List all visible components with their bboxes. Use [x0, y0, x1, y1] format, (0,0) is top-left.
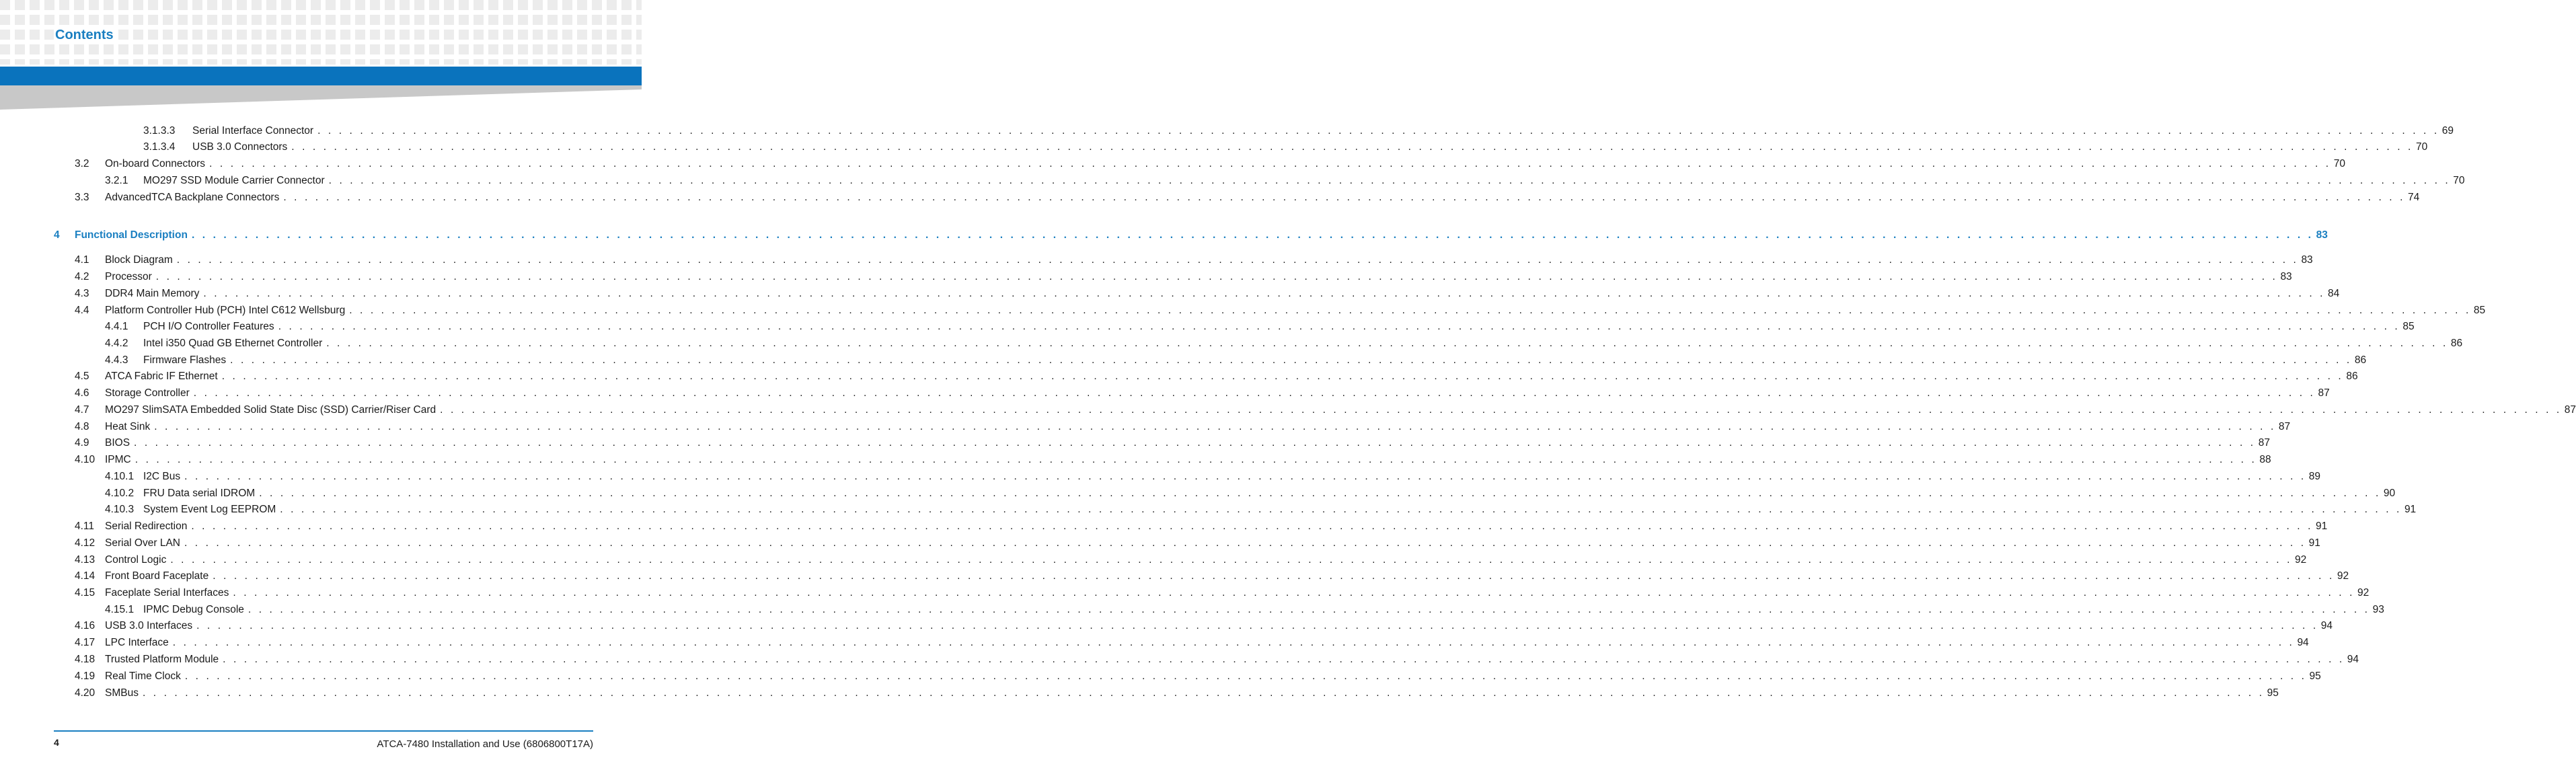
toc-dot-leader: . . . . . . . . . . . . . . . . . . . . . . . . . . . . . . . . . . . . . . . . . . . . . . . . . . . . . . . . . . . . . . . . . . . . . . . . . . . . . . . . . . . . . . . . . . . . . . . . . . . . . . . . . . . . . . . . . . . . . . . . . . . . . . . . . . . . . . . . . . . . . . . . . . . . . . . . . . . . . . . . . . . . . . . . . . . . . . . . . . . . . . . . . . . . . . . . . . . . . . . .: [155, 271, 2278, 282]
toc-entry[interactable]: [0, 586, 2370, 600]
toc-entry-title: Front Board Faceplate: [105, 570, 209, 582]
toc-entry[interactable]: [0, 487, 2396, 500]
toc-entry-page: 74: [2408, 192, 2420, 203]
toc-entry-title: Serial Interface Connector: [192, 125, 314, 137]
toc-entry-title: AdvancedTCA Backplane Connectors: [105, 192, 280, 203]
toc-entry-title: MO297 SSD Module Carrier Connector: [143, 175, 325, 186]
toc-entry-page: 85: [2473, 305, 2486, 316]
footer-rule: [54, 730, 593, 732]
toc-entry[interactable]: [0, 254, 2313, 267]
toc-entry[interactable]: [0, 270, 2292, 284]
toc-dot-leader: . . . . . . . . . . . . . . . . . . . . . . . . . . . . . . . . . . . . . . . . . . . . . . . . . . . . . . . . . . . . . . . . . . . . . . . . . . . . . . . . . . . . . . . . . . . . . . . . . . . . . . . . . . . . . . . . . . . . . . . . . . . . . . . . . . . . . . . . . . . . . . . . . . . . . . . . . . . . . . . . . . . . . . . . . . . . . . . . . . . . . . . . . . . . . . . . . . . . . . . .: [283, 192, 2406, 203]
toc-entry-title: On-board Connectors: [105, 158, 206, 169]
toc-entry-title: Faceplate Serial Interfaces: [105, 587, 229, 599]
toc-dot-leader: . . . . . . . . . . . . . . . . . . . . . . . . . . . . . . . . . . . . . . . . . . . . . . . . . . . . . . . . . . . . . . . . . . . . . . . . . . . . . . . . . . . . . . . . . . . . . . . . . . . . . . . . . . . . . . . . . . . . . . . . . . . . . . . . . . . . . . . . . . . . . . . . . . . . . . . . . . . . . . . . . . . . . . . . . . . . . . . . . . . . . . . . . . . . . . . . . . . . . . . .: [203, 288, 2326, 299]
toc-entry-number: 4.17: [75, 637, 96, 648]
toc-dot-leader: . . . . . . . . . . . . . . . . . . . . . . . . . . . . . . . . . . . . . . . . . . . . . . . . . . . . . . . . . . . . . . . . . . . . . . . . . . . . . . . . . . . . . . . . . . . . . . . . . . . . . . . . . . . . . . . . . . . . . . . . . . . . . . . . . . . . . . . . . . . . . . . . . . . . . . . . . . . . . . . . . . . . . . . . . . . . . . . . . . . . . . . . . . . . . . . . . . . . . . . .: [191, 521, 2313, 532]
toc-dot-leader: . . . . . . . . . . . . . . . . . . . . . . . . . . . . . . . . . . . . . . . . . . . . . . . . . . . . . . . . . . . . . . . . . . . . . . . . . . . . . . . . . . . . . . . . . . . . . . . . . . . . . . . . . . . . . . . . . . . . . . . . . . . . . . . . . . . . . . . . . . . . . . . . . . . . . . . . . . . . . . . . . . . . . . . . . . . . . . . . . . . . . . . . . . . . . . . . . . . . . . . .: [134, 437, 2256, 449]
toc-entry[interactable]: [0, 370, 2358, 383]
page-title: Contents: [55, 28, 114, 42]
toc-dot-leader: . . . . . . . . . . . . . . . . . . . . . . . . . . . . . . . . . . . . . . . . . . . . . . . . . . . . . . . . . . . . . . . . . . . . . . . . . . . . . . . . . . . . . . . . . . . . . . . . . . . . . . . . . . . . . . . . . . . . . . . . . . . . . . . . . . . . . . . . . . . . . . . . . . . . . . . . . . . . . . . . . . . . . . . . . . . . . . . . . . . . . . . . . . . . . . . . . . . . . . . .: [223, 654, 2345, 665]
toc-entry-number: 4.14: [75, 570, 96, 582]
toc-entry-number: 4.13: [75, 554, 96, 566]
toc-dot-leader: . . . . . . . . . . . . . . . . . . . . . . . . . . . . . . . . . . . . . . . . . . . . . . . . . . . . . . . . . . . . . . . . . . . . . . . . . . . . . . . . . . . . . . . . . . . . . . . . . . . . . . . . . . . . . . . . . . . . . . . . . . . . . . . . . . . . . . . . . . . . . . . . . . . . . . . . . . . . . . . . . . . . . . . . . . . . . . . . . . . . . . . . . . . . . . . . . . . . . . . .: [176, 254, 2299, 266]
toc-entry-number: 4.12: [75, 537, 96, 549]
toc-entry-title: I2C Bus: [143, 471, 181, 482]
toc-entry-title: Firmware Flashes: [143, 354, 227, 366]
toc-dot-leader: . . . . . . . . . . . . . . . . . . . . . . . . . . . . . . . . . . . . . . . . . . . . . . . . . . . . . . . . . . . . . . . . . . . . . . . . . . . . . . . . . . . . . . . . . . . . . . . . . . . . . . . . . . . . . . . . . . . . . . . . . . . . . . . . . . . . . . . . . . . . . . . . . . . . . . . . . . . . . . . . . . . . . . . . . . . . . . . . . . . . . . . . . . . . . . . . . . . . . . . .: [184, 471, 2306, 482]
toc-entry-number: 4.4: [75, 305, 89, 316]
toc-entry-number: 4.18: [75, 654, 96, 665]
toc-entry-title: USB 3.0 Connectors: [192, 141, 288, 153]
toc-entry-title: Functional Description: [75, 229, 188, 241]
toc-entry-page: 91: [2308, 537, 2320, 549]
toc-entry[interactable]: [0, 653, 2359, 666]
toc-entry[interactable]: [0, 191, 2420, 204]
toc-entry-number: 4.20: [75, 687, 96, 699]
toc-entry-page: 91: [2316, 521, 2328, 532]
toc-dot-leader: . . . . . . . . . . . . . . . . . . . . . . . . . . . . . . . . . . . . . . . . . . . . . . . . . . . . . . . . . . . . . . . . . . . . . . . . . . . . . . . . . . . . . . . . . . . . . . . . . . . . . . . . . . . . . . . . . . . . . . . . . . . . . . . . . . . . . . . . . . . . . . . . . . . . . . . . . . . . . . . . . . . . . . . . . . . . . . . . . . . . . . . . . . . . . . . . . . . . . . . .: [230, 354, 2352, 366]
toc-entry-number: 4.11: [75, 521, 95, 532]
toc-entry-number: 4.2: [75, 271, 89, 282]
toc-entry[interactable]: [0, 141, 2428, 154]
toc-dot-leader: . . . . . . . . . . . . . . . . . . . . . . . . . . . . . . . . . . . . . . . . . . . . . . . . . . . . . . . . . . . . . . . . . . . . . . . . . . . . . . . . . . . . . . . . . . . . . . . . . . . . . . . . . . . . . . . . . . . . . . . . . . . . . . . . . . . . . . . . . . . . . . . . . . . . . . . . . . . . . . . . . . . . . . . . . . . . . . . . . . . . . . . . . . . . . . . . . . . . . . . .: [326, 338, 2448, 349]
toc-entry-number: 4.10.3: [105, 504, 135, 515]
toc-entry-page: 94: [2347, 654, 2359, 665]
toc-entry[interactable]: [0, 174, 2465, 188]
toc-entry-page: 90: [2383, 488, 2396, 499]
toc-entry-number: 4.10.1: [105, 471, 135, 482]
toc-dot-leader: . . . . . . . . . . . . . . . . . . . . . . . . . . . . . . . . . . . . . . . . . . . . . . . . . . . . . . . . . . . . . . . . . . . . . . . . . . . . . . . . . . . . . . . . . . . . . . . . . . . . . . . . . . . . . . . . . . . . . . . . . . . . . . . . . . . . . . . . . . . . . . . . . . . . . . . . . . . . . . . . . . . . . . . . . . . . . . . . . . . . . . . . . . . . . . . . . . . . . . . .: [221, 371, 2344, 382]
toc-entry-page: 94: [2320, 620, 2333, 631]
toc-entry-title: Block Diagram: [105, 254, 173, 266]
toc-entry-page: 95: [2309, 670, 2321, 682]
toc-entry-number: 4.1: [75, 254, 89, 266]
toc-entry-title: Control Logic: [105, 554, 167, 566]
toc-entry[interactable]: [0, 304, 2486, 317]
toc-entry-number: 4.6: [75, 387, 89, 399]
toc-entry-number: 4: [54, 229, 60, 241]
toc-dot-leader: . . . . . . . . . . . . . . . . . . . . . . . . . . . . . . . . . . . . . . . . . . . . . . . . . . . . . . . . . . . . . . . . . . . . . . . . . . . . . . . . . . . . . . . . . . . . . . . . . . . . . . . . . . . . . . . . . . . . . . . . . . . . . . . . . . . . . . . . . . . . . . . . . . . . . . . . . . . . . . . . . . . . . . . . . . . . . . . . . . . . . . . . . . . . . . . . . . . . . . . .: [278, 321, 2400, 332]
toc-entry[interactable]: [0, 337, 2463, 350]
toc-entry-page: 69: [2441, 125, 2454, 137]
toc-entry[interactable]: [0, 320, 2415, 334]
footer-document-title: ATCA-7480 Installation and Use (6806800T17A): [377, 738, 593, 750]
toc-entry[interactable]: [0, 420, 2291, 434]
toc-entry-title: MO297 SlimSATA Embedded Solid State Disc (SSD) Carrier/Riser Card: [105, 404, 437, 416]
toc-entry[interactable]: [0, 470, 2321, 484]
toc-entry-number: 4.10.2: [105, 488, 135, 499]
toc-entry-number: 4.9: [75, 437, 89, 449]
toc-entry-title: System Event Log EEPROM: [143, 504, 276, 515]
toc-entry-title: Heat Sink: [105, 421, 151, 432]
toc-dot-leader: . . . . . . . . . . . . . . . . . . . . . . . . . . . . . . . . . . . . . . . . . . . . . . . . . . . . . . . . . . . . . . . . . . . . . . . . . . . . . . . . . . . . . . . . . . . . . . . . . . . . . . . . . . . . . . . . . . . . . . . . . . . . . . . . . . . . . . . . . . . . . . . . . . . . . . . . . . . . . . . . . . . . . . . . . . . . . . . . . . . . . . . . . . . . . . . . . . . . . . . .: [213, 570, 2335, 582]
toc-entry-number: 4.4.2: [105, 338, 128, 349]
toc-entry-title: Processor: [105, 271, 152, 282]
toc-chapter-entry[interactable]: [0, 229, 2328, 242]
toc-entry[interactable]: [0, 636, 2309, 650]
toc-entry-page: 93: [2372, 604, 2384, 615]
toc-entry[interactable]: [0, 124, 2454, 138]
toc-dot-leader: . . . . . . . . . . . . . . . . . . . . . . . . . . . . . . . . . . . . . . . . . . . . . . . . . . . . . . . . . . . . . . . . . . . . . . . . . . . . . . . . . . . . . . . . . . . . . . . . . . . . . . . . . . . . . . . . . . . . . . . . . . . . . . . . . . . . . . . . . . . . . . . . . . . . . . . . . . . . . . . . . . . . . . . . . . . . . . . . . . . . . . . . . . . . . . . . . . . . . . . .: [184, 537, 2306, 549]
toc-entry-number: 4.15.1: [105, 604, 135, 615]
toc-entry-page: 86: [2354, 354, 2367, 366]
toc-entry-page: 91: [2404, 504, 2417, 515]
toc-entry-page: 88: [2259, 454, 2271, 465]
toc-entry-page: 89: [2308, 471, 2321, 482]
toc-entry-number: 3.2: [75, 158, 89, 169]
toc-entry-page: 87: [2258, 437, 2270, 449]
toc-entry-title: FRU Data serial IDROM: [143, 488, 256, 499]
toc-entry-page: 84: [2328, 288, 2340, 299]
toc-entry[interactable]: [0, 354, 2367, 367]
toc-entry[interactable]: [0, 453, 2271, 467]
toc-entry[interactable]: [0, 537, 2320, 550]
toc-entry-title: LPC Interface: [105, 637, 169, 648]
toc-entry-title: IPMC: [105, 454, 131, 465]
toc-dot-leader: . . . . . . . . . . . . . . . . . . . . . . . . . . . . . . . . . . . . . . . . . . . . . . . . . . . . . . . . . . . . . . . . . . . . . . . . . . . . . . . . . . . . . . . . . . . . . . . . . . . . . . . . . . . . . . . . . . . . . . . . . . . . . . . . . . . . . . . . . . . . . . . . . . . . . . . . . . . . . . . . . . . . . . . . . . . . . . . . . . . . . . . . . . . . . . . . . . . . . . . .: [248, 604, 2370, 615]
toc-dot-leader: . . . . . . . . . . . . . . . . . . . . . . . . . . . . . . . . . . . . . . . . . . . . . . . . . . . . . . . . . . . . . . . . . . . . . . . . . . . . . . . . . . . . . . . . . . . . . . . . . . . . . . . . . . . . . . . . . . . . . . . . . . . . . . . . . . . . . . . . . . . . . . . . . . . . . . . . . . . . . . . . . . . . . . . . . . . . . . . . . . . . . . . . . . . . . . . . . . . . . . . .: [196, 620, 2318, 631]
toc-dot-leader: . . . . . . . . . . . . . . . . . . . . . . . . . . . . . . . . . . . . . . . . . . . . . . . . . . . . . . . . . . . . . . . . . . . . . . . . . . . . . . . . . . . . . . . . . . . . . . . . . . . . . . . . . . . . . . . . . . . . . . . . . . . . . . . . . . . . . . . . . . . . . . . . . . . . . . . . . . . . . . . . . . . . . . . . . . . . . . . . . . . . . . . . . . . . . . . . . . . . . . . .: [317, 125, 2439, 137]
toc-entry-page: 83: [2280, 271, 2292, 282]
toc-dot-leader: . . . . . . . . . . . . . . . . . . . . . . . . . . . . . . . . . . . . . . . . . . . . . . . . . . . . . . . . . . . . . . . . . . . . . . . . . . . . . . . . . . . . . . . . . . . . . . . . . . . . . . . . . . . . . . . . . . . . . . . . . . . . . . . . . . . . . . . . . . . . . . . . . . . . . . . . . . . . . . . . . . . . . . . . . . . . . . . . . . . . . . . . . . . . . . . . . . . . . . . .: [280, 504, 2402, 515]
toc-entry-page: 95: [2267, 687, 2279, 699]
toc-entry-page: 87: [2318, 387, 2330, 399]
toc-entry-title: Platform Controller Hub (PCH) Intel C612 Wellsburg: [105, 305, 346, 316]
toc-entry-page: 70: [2453, 175, 2465, 186]
toc-entry-number: 4.19: [75, 670, 96, 682]
toc-entry[interactable]: [0, 520, 2328, 533]
toc-entry-number: 4.16: [75, 620, 96, 631]
toc-entry-title: USB 3.0 Interfaces: [105, 620, 193, 631]
footer-page-number: 4: [54, 737, 59, 748]
toc-entry-number: 4.5: [75, 371, 89, 382]
toc-dot-leader: . . . . . . . . . . . . . . . . . . . . . . . . . . . . . . . . . . . . . . . . . . . . . . . . . . . . . . . . . . . . . . . . . . . . . . . . . . . . . . . . . . . . . . . . . . . . . . . . . . . . . . . . . . . . . . . . . . . . . . . . . . . . . . . . . . . . . . . . . . . . . . . . . . . . . . . . . . . . . . . . . . . . . . . . . . . . . . . . . . . . . . . . . . . . . . . . . . . . . . . .: [233, 587, 2355, 599]
toc-entry-number: 3.1.3.4: [143, 141, 176, 153]
toc-dot-leader: . . . . . . . . . . . . . . . . . . . . . . . . . . . . . . . . . . . . . . . . . . . . . . . . . . . . . . . . . . . . . . . . . . . . . . . . . . . . . . . . . . . . . . . . . . . . . . . . . . . . . . . . . . . . . . . . . . . . . . . . . . . . . . . . . . . . . . . . . . . . . . . . . . . . . . . . . . . . . . . . . . . . . . . . . . . . . . . . . . . . . . . . . . . . . . . . . . . . . . . .: [142, 687, 2265, 699]
toc-entry[interactable]: [0, 603, 2384, 617]
toc-entry-number: 4.15: [75, 587, 96, 599]
toc-entry-number: 3.2.1: [105, 175, 128, 186]
header-swoosh: [0, 85, 642, 110]
toc-entry-number: 4.4.3: [105, 354, 128, 366]
toc-entry-title: PCH I/O Controller Features: [143, 321, 274, 332]
toc-dot-leader: . . . . . . . . . . . . . . . . . . . . . . . . . . . . . . . . . . . . . . . . . . . . . . . . . . . . . . . . . . . . . . . . . . . . . . . . . . . . . . . . . . . . . . . . . . . . . . . . . . . . . . . . . . . . . . . . . . . . . . . . . . . . . . . . . . . . . . . . . . . . . . . . . . . . . . . . . . . . . . . . . . . . . . . . . . . . . . . . . . . . . . . . . . . . . . . . . . . . . . . .: [259, 488, 2381, 499]
toc-entry-page: 83: [2316, 229, 2328, 241]
toc-entry-page: 94: [2297, 637, 2309, 648]
toc-entry[interactable]: [0, 403, 2576, 417]
toc-entry-title: SMBus: [105, 687, 139, 699]
toc-entry[interactable]: [0, 503, 2417, 516]
toc-entry-page: 83: [2301, 254, 2313, 266]
toc-entry-number: 4.4.1: [105, 321, 128, 332]
toc-entry-page: 92: [2337, 570, 2349, 582]
toc-entry[interactable]: [0, 553, 2307, 567]
toc-entry-title: Serial Redirection: [105, 521, 188, 532]
toc-entry[interactable]: [0, 287, 2340, 301]
toc-dot-leader: . . . . . . . . . . . . . . . . . . . . . . . . . . . . . . . . . . . . . . . . . . . . . . . . . . . . . . . . . . . . . . . . . . . . . . . . . . . . . . . . . . . . . . . . . . . . . . . . . . . . . . . . . . . . . . . . . . . . . . . . . . . . . . . . . . . . . . . . . . . . . . . . . . . . . . . . . . . . . . . . . . . . . . . . . . . . . . . . . . . . . . . . . . . . . . . . . . . . . . . .: [349, 305, 2471, 316]
toc-entry-number: 4.7: [75, 404, 89, 416]
toc-entry-page: 70: [2415, 141, 2428, 153]
toc-dot-leader: . . . . . . . . . . . . . . . . . . . . . . . . . . . . . . . . . . . . . . . . . . . . . . . . . . . . . . . . . . . . . . . . . . . . . . . . . . . . . . . . . . . . . . . . . . . . . . . . . . . . . . . . . . . . . . . . . . . . . . . . . . . . . . . . . . . . . . . . . . . . . . . . . . . . . . . . . . . . . . . . . . . . . . . . . . . . . . . . . . . . . . . . . . . . . . . . . . . . . . . .: [184, 670, 2307, 682]
toc-entry-page: 70: [2333, 158, 2345, 169]
toc-dot-leader: . . . . . . . . . . . . . . . . . . . . . . . . . . . . . . . . . . . . . . . . . . . . . . . . . . . . . . . . . . . . . . . . . . . . . . . . . . . . . . . . . . . . . . . . . . . . . . . . . . . . . . . . . . . . . . . . . . . . . . . . . . . . . . . . . . . . . . . . . . . . . . . . . . . . . . . . . . . . . . . . . . . . . . . . . . . . . . . . . . . . . . . . . . . . . . . . . . . . . . . .: [172, 637, 2295, 648]
toc-entry-number: 4.8: [75, 421, 89, 432]
toc-entry-page: 87: [2278, 421, 2291, 432]
toc-dot-leader: . . . . . . . . . . . . . . . . . . . . . . . . . . . . . . . . . . . . . . . . . . . . . . . . . . . . . . . . . . . . . . . . . . . . . . . . . . . . . . . . . . . . . . . . . . . . . . . . . . . . . . . . . . . . . . . . . . . . . . . . . . . . . . . . . . . . . . . . . . . . . . . . . . . . . . . . . . . . . . . . . . . . . . . . . . . . . . . . . . . . . . . . . . . . . . . . . . . . . . . .: [291, 141, 2413, 153]
toc-entry[interactable]: [0, 570, 2349, 583]
toc-entry-page: 87: [2564, 404, 2576, 416]
toc-entry-page: 92: [2357, 587, 2370, 599]
toc-dot-leader: . . . . . . . . . . . . . . . . . . . . . . . . . . . . . . . . . . . . . . . . . . . . . . . . . . . . . . . . . . . . . . . . . . . . . . . . . . . . . . . . . . . . . . . . . . . . . . . . . . . . . . . . . . . . . . . . . . . . . . . . . . . . . . . . . . . . . . . . . . . . . . . . . . . . . . . . . . . . . . . . . . . . . . . . . . . . . . . . . . . . . . . . . . . . . . . . . . . . . . . .: [328, 175, 2451, 186]
toc-dot-leader: . . . . . . . . . . . . . . . . . . . . . . . . . . . . . . . . . . . . . . . . . . . . . . . . . . . . . . . . . . . . . . . . . . . . . . . . . . . . . . . . . . . . . . . . . . . . . . . . . . . . . . . . . . . . . . . . . . . . . . . . . . . . . . . . . . . . . . . . . . . . . . . . . . . . . . . . . . . . . . . . . . . . . . . . . . . . . . . . . . . . . . . . . . . . . . . . . . . . . . . .: [135, 454, 2257, 465]
toc-entry-number: 4.10: [75, 454, 96, 465]
toc-entry-title: Trusted Platform Module: [105, 654, 219, 665]
toc-dot-leader: . . . . . . . . . . . . . . . . . . . . . . . . . . . . . . . . . . . . . . . . . . . . . . . . . . . . . . . . . . . . . . . . . . . . . . . . . . . . . . . . . . . . . . . . . . . . . . . . . . . . . . . . . . . . . . . . . . . . . . . . . . . . . . . . . . . . . . . . . . . . . . . . . . . . . . . . . . . . . . . . . . . . . . . . . . . . . . . . . . . . . . . . . . . . . . . . . . . . . . . .: [209, 158, 2331, 169]
toc-entry-title: Storage Controller: [105, 387, 190, 399]
toc-dot-leader: . . . . . . . . . . . . . . . . . . . . . . . . . . . . . . . . . . . . . . . . . . . . . . . . . . . . . . . . . . . . . . . . . . . . . . . . . . . . . . . . . . . . . . . . . . . . . . . . . . . . . . . . . . . . . . . . . . . . . . . . . . . . . . . . . . . . . . . . . . . . . . . . . . . . . . . . . . . . . . . . . . . . . . . . . . . . . . . . . . . . . . . . . . . . . . . . . . . . . . . .: [193, 387, 2316, 399]
toc-entry[interactable]: [0, 670, 2321, 683]
toc-entry-title: Real Time Clock: [105, 670, 181, 682]
toc-entry-page: 86: [2450, 338, 2463, 349]
toc-entry-number: 4.3: [75, 288, 89, 299]
toc-entry[interactable]: [0, 387, 2330, 400]
toc-dot-leader: . . . . . . . . . . . . . . . . . . . . . . . . . . . . . . . . . . . . . . . . . . . . . . . . . . . . . . . . . . . . . . . . . . . . . . . . . . . . . . . . . . . . . . . . . . . . . . . . . . . . . . . . . . . . . . . . . . . . . . . . . . . . . . . . . . . . . . . . . . . . . . . . . . . . . . . . . . . . . . . . . . . . . . . . . . . . . . . . . . . . . . . . . . . . . . . . . . . . . . . .: [154, 421, 2276, 432]
header-bar: [0, 67, 642, 85]
toc-entry-page: 86: [2346, 371, 2358, 382]
toc-entry-page: 92: [2294, 554, 2307, 566]
toc-dot-leader: . . . . . . . . . . . . . . . . . . . . . . . . . . . . . . . . . . . . . . . . . . . . . . . . . . . . . . . . . . . . . . . . . . . . . . . . . . . . . . . . . . . . . . . . . . . . . . . . . . . . . . . . . . . . . . . . . . . . . . . . . . . . . . . . . . . . . . . . . . . . . . . . . . . . . . . . . . . . . . . . . . . . . . . . . . . . . . . . . . . . . . . . . . . . . . . . . . . . . . . .: [191, 229, 2314, 241]
toc-entry-title: Serial Over LAN: [105, 537, 180, 549]
toc-entry-title: DDR4 Main Memory: [105, 288, 200, 299]
toc-entry[interactable]: [0, 619, 2333, 633]
toc-entry-number: 3.1.3.3: [143, 125, 176, 137]
toc-entry-title: BIOS: [105, 437, 130, 449]
toc-entry-number: 3.3: [75, 192, 89, 203]
toc-entry[interactable]: [0, 687, 2279, 700]
toc-entry[interactable]: [0, 157, 2345, 171]
toc-entry-title: Intel i350 Quad GB Ethernet Controller: [143, 338, 323, 349]
toc-entry-page: 85: [2402, 321, 2415, 332]
toc-entry-title: IPMC Debug Console: [143, 604, 244, 615]
toc-dot-leader: . . . . . . . . . . . . . . . . . . . . . . . . . . . . . . . . . . . . . . . . . . . . . . . . . . . . . . . . . . . . . . . . . . . . . . . . . . . . . . . . . . . . . . . . . . . . . . . . . . . . . . . . . . . . . . . . . . . . . . . . . . . . . . . . . . . . . . . . . . . . . . . . . . . . . . . . . . . . . . . . . . . . . . . . . . . . . . . . . . . . . . . . . . . . . . . . . . . . . . . .: [440, 404, 2562, 416]
toc-entry[interactable]: [0, 436, 2270, 450]
toc-dot-leader: . . . . . . . . . . . . . . . . . . . . . . . . . . . . . . . . . . . . . . . . . . . . . . . . . . . . . . . . . . . . . . . . . . . . . . . . . . . . . . . . . . . . . . . . . . . . . . . . . . . . . . . . . . . . . . . . . . . . . . . . . . . . . . . . . . . . . . . . . . . . . . . . . . . . . . . . . . . . . . . . . . . . . . . . . . . . . . . . . . . . . . . . . . . . . . . . . . . . . . . .: [170, 554, 2292, 566]
toc-entry-title: ATCA Fabric IF Ethernet: [105, 371, 218, 382]
